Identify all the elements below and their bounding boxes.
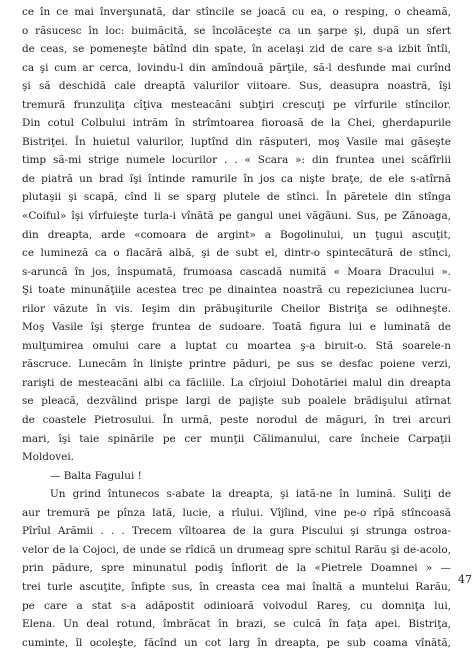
text-line: Moş Vasile îşi şterge fruntea de sudoare. Toată figura lui e luminată de	[22, 321, 451, 334]
paragraph-2	[22, 467, 451, 486]
text-line: se pleacă, dezvălind prispe largi de pajişte sub poalele brădişului atîrnat	[22, 395, 451, 408]
text-line: mulţumirea omului care a luptat cu moartea ş-a biruit-o. Stă soarele-n	[22, 339, 451, 352]
text-line: Pîrîul Arămii . . . Trecem vîltoarea de la gura Piscului şi strunga ostroa-	[22, 525, 451, 538]
text-line: pe care a stat s-a adăpostit odinioară voivodul Rareş, cu domniţa lui,	[22, 599, 451, 612]
text-line: s-aruncă în jos, înspumată, frumoasa cascadă numită « Moara Dracului ».	[22, 265, 451, 278]
text-line: Şi toate minunăţiile acestea trec pe dinaintea noastră cu repeziciunea lucru-	[22, 284, 451, 297]
paragraph-3	[22, 485, 451, 652]
text-line: Moldovei.	[22, 451, 75, 464]
paragraph-1	[22, 3, 451, 467]
text-line: ce lumineză ca o flacără albă, şi de subt el, dintr-o spintecătură de stînci,	[22, 247, 451, 260]
text-line: Elena. Un deal rotund, îmbrăcat în brazi, se culcă în faţa apei. Bistriţa,	[22, 618, 451, 631]
text-line: prin pădure, spre minunatul podiş înflorit de la «Pietrele Doamnei » —	[22, 562, 451, 575]
text-line: Din cotul Colbului intrăm în strîmtoarea fioroasă de la Chei, gherdapurile	[22, 117, 451, 130]
text-line: ce în ce mai înverşunată, dar stîncile se joacă cu ea, o resping, o cheamă,	[22, 6, 451, 18]
text-line: Un grind întunecos s-abate la dreapta, şi iată-ne în lumină. Suliţi de	[50, 488, 451, 501]
text-line: răscruce. Lunecăm în linişte printre păduri, pe sus se desfac poiene verzi,	[22, 358, 451, 371]
text-line: ca şi cum ar cerca, lovindu-l din amîndouă părţile, să-l desfunde mai curînd	[22, 61, 451, 74]
text-line: trei turle ascuţite, înfipte sus, în creasta cea mai înaltă a muntelui Rarău,	[22, 580, 451, 593]
text-line: şi să deschidă cale dreaptă valurilor viitoare. Sus, deasupra noastră, îşi	[22, 80, 451, 93]
text-line: Bistriţei. În huietul valurilor, luptînd din răsputeri, moş Vasile mai găseşte	[22, 135, 451, 148]
text-line: de ceas, se pomeneşte bătînd din spate, în acelaşi zid de care s-a izbit întîi,	[22, 43, 451, 56]
dialogue-line: — Balta Fagului !	[50, 469, 142, 482]
text-line: rarişti de mesteacăni albi ca făcliile. La cîrjoiul Dohotăriei malul din dreapta	[22, 376, 451, 389]
text-line: de piatră un brad îşi întinde ramurile în jos ca nişte braţe, de ele s-atîrnă	[22, 172, 451, 185]
text-line: rilor văzute în vis. Ieşim din prăbuşiturile Cheilor Bistriţa se odihneşte.	[22, 302, 451, 315]
text-line: cuminte, îl ocoleşte, făcînd un cot larg în dreapta, pe sub coama vînătă,	[22, 636, 451, 649]
text-line: plutaşii şi scapă, cînd li se sparg plutele de stînci. În păretele din stînga	[22, 191, 451, 204]
text-line: velor de la Cojoci, de unde se rîdică un drumeag spre schitul Rarău şi de-acolo,	[22, 543, 451, 556]
text-line: mari, îşi taie spinările pe cer munţii Călimanului, care încheie Carpaţii	[22, 432, 451, 445]
page-number: 47	[458, 573, 472, 586]
text-line: din dreapta, arde «comoara de argint» a Bogolinului, un ţugui ascuţit,	[22, 228, 451, 241]
body-text	[22, 3, 451, 652]
text-line: «Coiful» îşi vîrfuieşte turla-i vînătă pe gangul unei văgăuni. Sus, pe Zănoaga,	[22, 210, 451, 223]
text-line: de coastele Pietrosului. În urmă, peste norodul de măguri, în trei arcuri	[22, 414, 451, 427]
text-line: timp să-mi strige numele locurilor . . « Scara »: din fruntea unei scăfîrlii	[22, 154, 451, 167]
text-line: aur tremură pe pînza lată, lucie, a rîului. Vîjîind, vine pe-o rîpă stîncoasă	[22, 506, 451, 519]
text-line: o răsucesc în loc: buimăcită, se încolăceşte ca un şarpe şi, după un sfert	[22, 24, 451, 37]
text-line: tremură frunzuliţa cîţiva mesteacăni subţiri crescuţi pe vîrfurile stîncilor.	[22, 98, 451, 111]
